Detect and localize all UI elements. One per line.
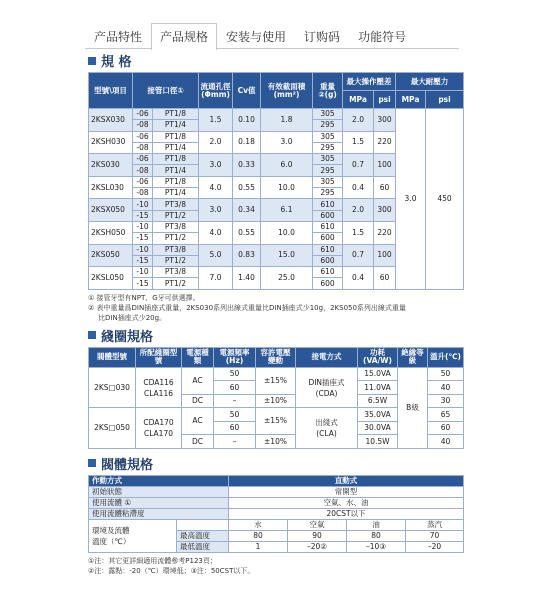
min-temp-value: –20 xyxy=(406,541,464,552)
cv-cell: 0.55 xyxy=(233,221,261,244)
max-pressure-mpa: 3.0 xyxy=(396,109,426,290)
tab-features[interactable]: 产品特性 xyxy=(94,30,143,44)
weight-cell: 600 xyxy=(313,278,343,289)
power-cell: 10.5W xyxy=(358,435,398,449)
coil-model-cell: 2KS□030 xyxy=(89,367,136,408)
port-size-cell: PT1/8 xyxy=(153,109,199,120)
area-cell: 10.0 xyxy=(261,176,313,199)
spec-note: ② 表中重量爲DIN插座式重量，2KS030系列出線式重量比DIN插座式少10g，2KS050系列出線式重量 xyxy=(88,303,406,312)
col-port: 接管口徑① xyxy=(133,73,199,109)
orifice-cell: 4.0 xyxy=(199,176,233,199)
fluid-steam: 蒸汽 xyxy=(406,519,464,530)
port-code-cell: -06 xyxy=(133,154,153,165)
coil-type: CLA116 xyxy=(143,388,174,398)
psi-cell: 100 xyxy=(374,154,396,177)
coil-col-insul: 絶緣等級 xyxy=(398,347,428,367)
port-code-cell: -08 xyxy=(133,142,153,153)
area-cell: 3.0 xyxy=(261,131,313,154)
weight-cell: 305 xyxy=(313,131,343,142)
model-cell: 2KSL030 xyxy=(89,176,133,199)
connection-cell xyxy=(296,367,358,408)
orifice-cell: 4.0 xyxy=(199,221,233,244)
mpa-cell: 0.7 xyxy=(343,154,374,177)
col-weight: 重量②(g) xyxy=(313,73,343,109)
body-note: ②注：露點：-20（℃）環境低；③注：50CST以下。 xyxy=(88,566,255,575)
tolerance-ac-cell: ±15% xyxy=(256,408,296,435)
weight-cell: 305 xyxy=(313,109,343,120)
port-code-cell: -08 xyxy=(133,188,153,199)
weight-cell: 295 xyxy=(313,142,343,153)
tab-installation[interactable]: 安装与使用 xyxy=(226,30,287,44)
tab-specifications[interactable]: 产品规格 xyxy=(151,23,217,50)
model-cell: 2KSX050 xyxy=(89,199,133,222)
col-mpa-2: MPa xyxy=(396,91,426,109)
row-value: 20CST以下 xyxy=(229,508,464,519)
port-code-cell: -15 xyxy=(133,233,153,244)
power-cell: 30.0VA xyxy=(358,421,398,435)
temp-rise-cell: 40 xyxy=(428,435,464,449)
max-temp-value: 90 xyxy=(288,530,347,541)
port-size-cell: PT1/4 xyxy=(153,120,199,131)
fluid-water: 水 xyxy=(229,519,288,530)
empty-cell xyxy=(177,519,229,530)
col-orifice: 流通孔徑(Φmm) xyxy=(199,73,233,109)
port-size-cell: PT3/8 xyxy=(153,244,199,255)
model-cell: 2KSX030 xyxy=(89,109,133,132)
weight-cell: 610 xyxy=(313,221,343,232)
orifice-cell: 5.0 xyxy=(199,244,233,267)
max-temp-label: 最高溫度 xyxy=(177,530,229,541)
weight-cell: 610 xyxy=(313,199,343,210)
model-cell: 2KS030 xyxy=(89,154,133,177)
psi-cell: 100 xyxy=(374,244,396,267)
fluid-oil: 油 xyxy=(347,519,406,530)
area-cell: 6.1 xyxy=(261,199,313,222)
port-size-cell: PT1/8 xyxy=(153,131,199,142)
weight-cell: 295 xyxy=(313,188,343,199)
port-code-cell: -15 xyxy=(133,255,153,266)
col-max-pressure: 最大耐壓力 xyxy=(396,73,464,91)
port-size-cell: PT1/2 xyxy=(153,233,199,244)
coil-col-coil: 所配綫圈型號 xyxy=(136,347,182,367)
temp-rise-cell: 65 xyxy=(428,408,464,422)
port-size-cell: PT1/8 xyxy=(153,176,199,187)
tolerance-dc-cell: ±10% xyxy=(256,394,296,408)
connection-type: (CDA) xyxy=(315,388,338,398)
col-psi-2: psi xyxy=(426,91,464,109)
col-cv: Cv值 xyxy=(233,73,261,109)
weight-cell: 600 xyxy=(313,233,343,244)
freq-cell: 60 xyxy=(214,421,256,435)
cv-cell: 1.40 xyxy=(233,267,261,290)
psi-cell: 300 xyxy=(374,199,396,222)
model-cell: 2KSL050 xyxy=(89,267,133,290)
orifice-cell: 7.0 xyxy=(199,267,233,290)
body-note: ①注：其它更詳細適用流體參考P123頁； xyxy=(88,556,217,565)
port-size-cell: PT1/2 xyxy=(153,278,199,289)
max-pressure-psi: 450 xyxy=(426,109,464,290)
power-cell: 15.0VA xyxy=(358,367,398,381)
psi-cell: 300 xyxy=(374,109,396,132)
connection-cell xyxy=(296,408,358,449)
mpa-cell: 1.5 xyxy=(343,221,374,244)
table-row xyxy=(89,367,464,381)
square-bullet-icon xyxy=(88,331,96,339)
area-cell: 15.0 xyxy=(261,244,313,267)
body-header-right: 直動式 xyxy=(229,475,464,486)
cv-cell: 0.10 xyxy=(233,109,261,132)
psi-cell: 220 xyxy=(374,221,396,244)
min-temp-value: 1 xyxy=(229,541,288,552)
body-header-left: 作動方式 xyxy=(89,475,229,486)
supply-ac-cell: AC xyxy=(182,367,214,394)
spec-section-title: 規 格 xyxy=(88,52,463,69)
coil-col-freq: 電源頻率(Hz) xyxy=(214,347,256,367)
port-code-cell: -10 xyxy=(133,267,153,278)
min-temp-value: –10③ xyxy=(347,541,406,552)
weight-cell: 610 xyxy=(313,267,343,278)
coil-type-cell xyxy=(136,408,182,449)
connection-type: 出綫式 xyxy=(315,418,338,427)
square-bullet-icon xyxy=(88,459,96,467)
mpa-cell: 0.7 xyxy=(343,244,374,267)
tab-function-symbol[interactable]: 功能符号 xyxy=(358,30,407,44)
coil-table xyxy=(88,347,464,449)
orifice-cell: 3.0 xyxy=(199,199,233,222)
port-code-cell: -06 xyxy=(133,131,153,142)
table-row xyxy=(89,508,464,519)
psi-cell: 60 xyxy=(374,176,396,199)
fluid-air: 空氣 xyxy=(288,519,347,530)
spec-note: 比DIN插座式少20g。 xyxy=(98,313,167,322)
body-section-title: 閥體規格 xyxy=(88,455,463,472)
mpa-cell: 1.5 xyxy=(343,131,374,154)
port-size-cell: PT3/8 xyxy=(153,221,199,232)
coil-type: CDA170 xyxy=(143,418,174,427)
table-row xyxy=(89,519,464,530)
min-temp-label: 最低溫度 xyxy=(177,541,229,552)
weight-cell: 305 xyxy=(313,176,343,187)
supply-dc-cell: DC xyxy=(182,394,214,408)
model-cell: 2KSH030 xyxy=(89,131,133,154)
freq-cell: – xyxy=(214,435,256,449)
weight-cell: 305 xyxy=(313,154,343,165)
power-cell: 35.0VA xyxy=(358,408,398,422)
tab-bar xyxy=(85,23,459,49)
coil-col-model: 閥體型號 xyxy=(89,347,136,367)
weight-cell: 295 xyxy=(313,165,343,176)
freq-cell: 50 xyxy=(214,408,256,422)
connection-type: (CLA) xyxy=(316,429,337,438)
freq-cell: 60 xyxy=(214,381,256,395)
spec-content xyxy=(88,52,463,580)
power-cell: 11.0VA xyxy=(358,381,398,395)
port-size-cell: PT1/8 xyxy=(153,154,199,165)
col-mpa: MPa xyxy=(343,91,374,109)
max-temp-value: 80 xyxy=(229,530,288,541)
port-code-cell: -06 xyxy=(133,109,153,120)
psi-cell: 220 xyxy=(374,131,396,154)
port-size-cell: PT3/8 xyxy=(153,267,199,278)
square-bullet-icon xyxy=(88,57,96,65)
port-size-cell: PT1/4 xyxy=(153,188,199,199)
table-row xyxy=(89,486,464,497)
row-value: 常開型 xyxy=(229,486,464,497)
weight-cell: 295 xyxy=(313,120,343,131)
area-cell: 1.8 xyxy=(261,109,313,132)
freq-cell: 50 xyxy=(214,367,256,381)
row-label: 使用流體 ① xyxy=(89,497,229,508)
coil-type-cell xyxy=(136,367,182,408)
orifice-cell: 1.5 xyxy=(199,109,233,132)
tab-order-code[interactable]: 订购码 xyxy=(304,30,341,44)
temp-label-line: 溫度（℃） xyxy=(92,536,131,546)
spec-table xyxy=(88,72,464,290)
port-size-cell: PT1/2 xyxy=(153,255,199,266)
model-cell: 2KSH050 xyxy=(89,221,133,244)
mpa-cell: 2.0 xyxy=(343,199,374,222)
table-row xyxy=(89,109,464,120)
temp-rise-cell: 50 xyxy=(428,367,464,381)
cv-cell: 0.34 xyxy=(233,199,261,222)
port-code-cell: -08 xyxy=(133,165,153,176)
port-code-cell: -06 xyxy=(133,176,153,187)
body-notes xyxy=(88,556,463,576)
port-code-cell: -08 xyxy=(133,120,153,131)
cv-cell: 0.83 xyxy=(233,244,261,267)
spec-notes xyxy=(88,293,463,323)
row-label: 初始狀態 xyxy=(89,486,229,497)
connection-type: DIN插座式 xyxy=(308,377,345,387)
coil-section-title: 綫圈規格 xyxy=(88,327,463,344)
supply-ac-cell: AC xyxy=(182,408,214,435)
orifice-cell: 2.0 xyxy=(199,131,233,154)
port-code-cell: -10 xyxy=(133,221,153,232)
port-size-cell: PT1/2 xyxy=(153,210,199,221)
cv-cell: 0.33 xyxy=(233,154,261,177)
port-code-cell: -15 xyxy=(133,210,153,221)
cv-cell: 0.55 xyxy=(233,176,261,199)
temp-rise-cell: 30 xyxy=(428,394,464,408)
tolerance-dc-cell: ±10% xyxy=(256,435,296,449)
psi-cell: 60 xyxy=(374,267,396,290)
temp-rise-cell: 60 xyxy=(428,421,464,435)
area-cell: 6.0 xyxy=(261,154,313,177)
mpa-cell: 0.4 xyxy=(343,267,374,290)
coil-type: CLA170 xyxy=(143,429,174,438)
temp-label xyxy=(89,519,177,552)
port-code-cell: -10 xyxy=(133,199,153,210)
coil-col-tol: 容許電壓變動 xyxy=(256,347,296,367)
freq-cell: – xyxy=(214,394,256,408)
insulation-cell: B級 xyxy=(398,367,428,448)
port-code-cell: -10 xyxy=(133,244,153,255)
max-temp-value: 70 xyxy=(406,530,464,541)
col-max-diff: 最大操作壓差 xyxy=(343,73,396,91)
port-code-cell: -15 xyxy=(133,278,153,289)
weight-cell: 600 xyxy=(313,210,343,221)
coil-type: CDA116 xyxy=(143,377,174,387)
power-cell: 6.5W xyxy=(358,394,398,408)
coil-col-supply: 電源種類 xyxy=(182,347,214,367)
mpa-cell: 0.4 xyxy=(343,176,374,199)
supply-dc-cell: DC xyxy=(182,435,214,449)
orifice-cell: 3.0 xyxy=(199,154,233,177)
cv-cell: 0.18 xyxy=(233,131,261,154)
mpa-cell: 2.0 xyxy=(343,109,374,132)
temp-label-line: 環境及流體 xyxy=(92,525,130,535)
col-area: 有效截面積(mm²) xyxy=(261,73,313,109)
model-cell: 2KS050 xyxy=(89,244,133,267)
table-row xyxy=(89,497,464,508)
area-cell: 25.0 xyxy=(261,267,313,290)
tolerance-ac-cell: ±15% xyxy=(256,367,296,394)
port-size-cell: PT1/4 xyxy=(153,142,199,153)
temp-rise-cell: 40 xyxy=(428,381,464,395)
col-model: 型號\項目 xyxy=(89,73,133,109)
weight-cell: 610 xyxy=(313,244,343,255)
port-size-cell: PT1/4 xyxy=(153,165,199,176)
body-table xyxy=(88,475,464,553)
coil-col-conn: 接電方式 xyxy=(296,347,358,367)
row-value: 空氣、水、油 xyxy=(229,497,464,508)
coil-col-power: 功耗(VA/W) xyxy=(358,347,398,367)
coil-model-cell: 2KS□050 xyxy=(89,408,136,449)
area-cell: 10.0 xyxy=(261,221,313,244)
weight-cell: 600 xyxy=(313,255,343,266)
coil-col-temp: 溫升(℃) xyxy=(428,347,464,367)
row-label: 使用流體粘滯度 xyxy=(89,508,229,519)
min-temp-value: –20② xyxy=(288,541,347,552)
max-temp-value: 80 xyxy=(347,530,406,541)
port-size-cell: PT3/8 xyxy=(153,199,199,210)
col-psi: psi xyxy=(374,91,396,109)
spec-note: ① 接管牙型有NPT、G牙可供選擇。 xyxy=(88,293,200,302)
